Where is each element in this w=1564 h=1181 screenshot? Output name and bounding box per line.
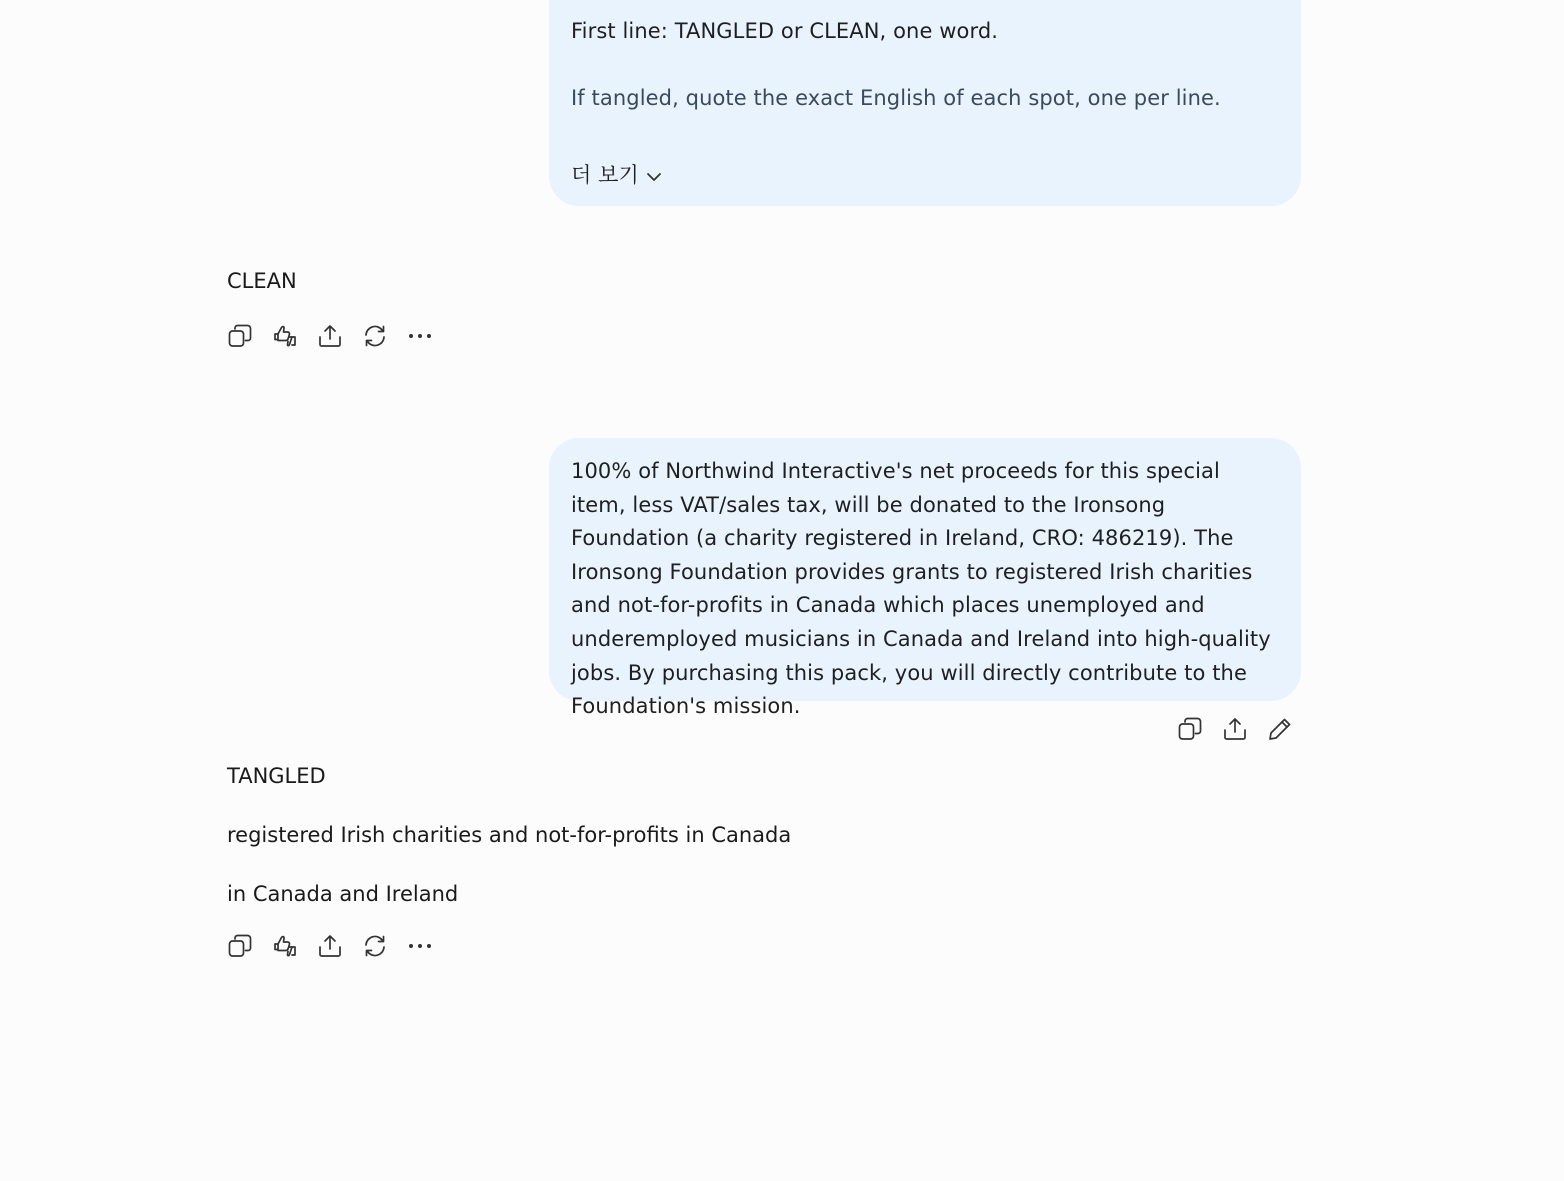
more-options-button[interactable] xyxy=(408,324,432,348)
copy-button[interactable] xyxy=(1178,717,1202,741)
copy-icon xyxy=(228,934,252,958)
assistant-reply-text: registered Irish charities and not-for-profits in Canada xyxy=(227,823,792,847)
edit-button[interactable] xyxy=(1268,717,1292,741)
assistant-reply-text: in Canada and Ireland xyxy=(227,882,459,906)
copy-button[interactable] xyxy=(228,324,252,348)
share-icon xyxy=(318,934,342,958)
show-more-button[interactable] xyxy=(571,160,663,190)
regenerate-icon xyxy=(363,934,387,958)
user-message-bubble: 100% of Northwind Interactive's net proceeds for this special item, less VAT/sales tax, will be donated to the Ironsong Foundation (a charity registered in Ireland, CRO: 486219). The Ironsong Foundation provides grants to registered Irish charities and not-for-profits in Canada which places unemployed and underemployed musicians in Canada and Ireland into high-quality jobs. By purchasing this pack, you will directly contribute to the Foundation's mission. xyxy=(549,438,1301,701)
feedback-thumbs-icon xyxy=(273,324,297,348)
feedback-button[interactable] xyxy=(273,324,297,348)
regenerate-icon xyxy=(363,324,387,348)
user-message-bubble xyxy=(549,0,1301,206)
more-options-icon xyxy=(408,934,432,958)
user-message-line-faded: If tangled, quote the exact English of each spot, one per line. xyxy=(571,86,1221,110)
user-message-line: First line: TANGLED or CLEAN, one word. xyxy=(571,19,999,43)
assistant-action-bar xyxy=(228,324,432,348)
share-button[interactable] xyxy=(1223,717,1247,741)
assistant-action-bar xyxy=(228,934,432,958)
more-options-button[interactable] xyxy=(408,934,432,958)
feedback-button[interactable] xyxy=(273,934,297,958)
share-icon xyxy=(318,324,342,348)
assistant-reply-text: TANGLED xyxy=(227,764,326,788)
show-more-label: 더 보기 xyxy=(571,163,639,187)
assistant-reply-text: CLEAN xyxy=(227,269,297,293)
more-options-icon xyxy=(408,324,432,348)
copy-icon xyxy=(1178,717,1202,741)
feedback-thumbs-icon xyxy=(273,934,297,958)
regenerate-button[interactable] xyxy=(363,934,387,958)
copy-icon xyxy=(228,324,252,348)
regenerate-button[interactable] xyxy=(363,324,387,348)
share-icon xyxy=(1223,717,1247,741)
share-button[interactable] xyxy=(318,324,342,348)
share-button[interactable] xyxy=(318,934,342,958)
chevron-down-icon xyxy=(645,168,663,186)
copy-button[interactable] xyxy=(228,934,252,958)
edit-icon xyxy=(1268,717,1292,741)
user-action-bar xyxy=(1178,717,1292,741)
